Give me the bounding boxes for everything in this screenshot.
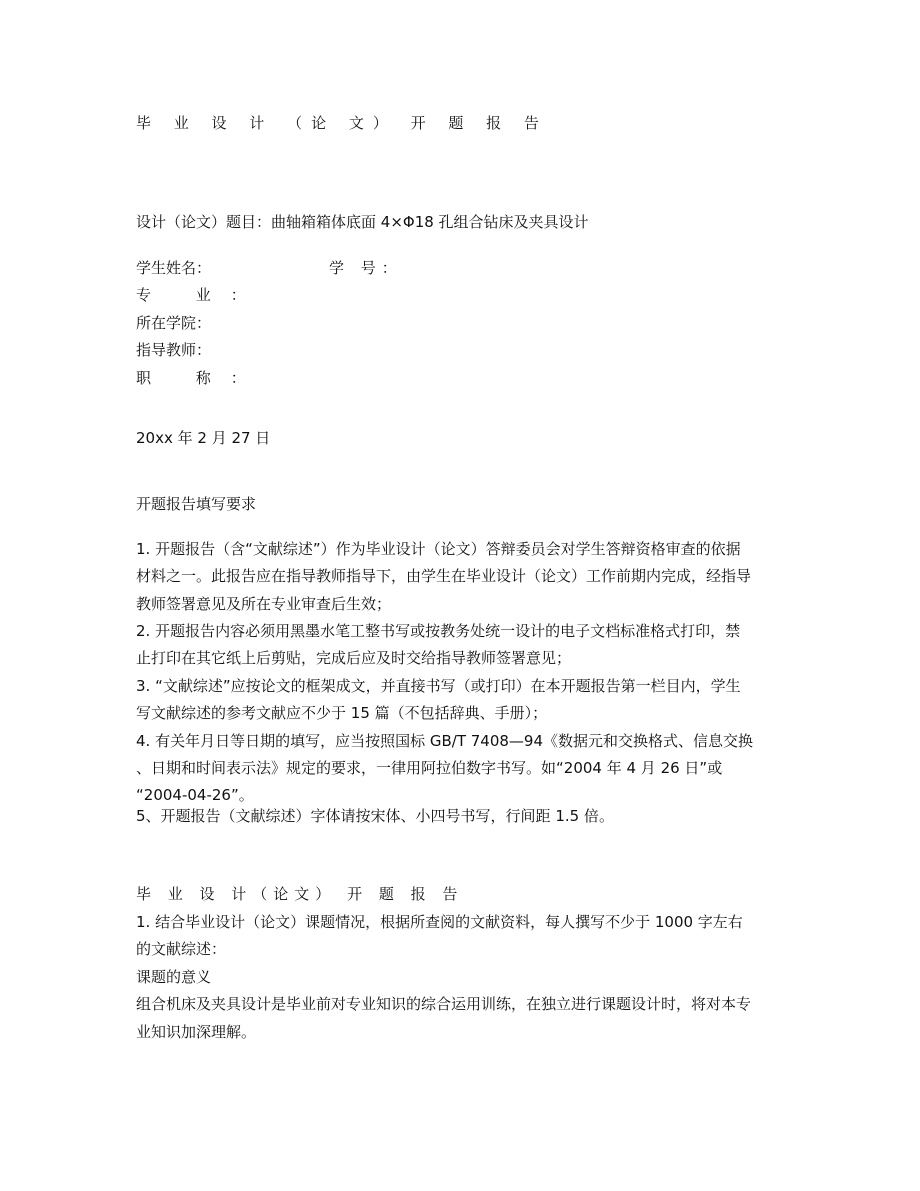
major-label: 专 业： — [136, 286, 266, 304]
requirement-line: 止打印在其它纸上后剪贴，完成后应及时交给指导教师签署意见； — [136, 649, 572, 667]
college-label: 所在学院： — [136, 314, 212, 332]
student-name-label: 学生姓名： — [136, 259, 212, 277]
student-id-label: 学 号： — [329, 259, 403, 277]
cover-heading: 毕 业 设 计 （论 文） 开 题 报 告 — [136, 114, 548, 132]
report-line: 业知识加深理解。 — [136, 1023, 257, 1041]
requirement-line: 1. 开题报告（含“文献综述”）作为毕业设计（论文）答辩委员会对学生答辩资格审查的依据 — [136, 540, 741, 558]
requirements-title: 开题报告填写要求 — [136, 495, 257, 513]
requirement-line: 写文献综述的参考文献应不少于 15 篇（不包括辞典、手册）； — [136, 704, 548, 722]
requirement-line: 材料之一。此报告应在指导教师指导下，由学生在毕业设计（论文）工作前期内完成，经指导 — [136, 567, 752, 585]
requirement-line: 4. 有关年月日等日期的填写，应当按照国标 GB/T 7408—94《数据元和交换格式、信息交换 — [136, 732, 754, 750]
requirement-line: 5、开题报告（文献综述）字体请按宋体、小四号书写，行间距 1.5 倍。 — [136, 807, 614, 825]
requirement-line: 教师签署意见及所在专业审查后生效； — [136, 595, 392, 613]
report-line: 组合机床及夹具设计是毕业前对专业知识的综合运用训练，在独立进行课题设计时，将对本专 — [136, 995, 752, 1013]
report-line: 的文献综述： — [136, 940, 227, 958]
title-rank-label: 职 称： — [136, 369, 266, 387]
requirement-line: 3. “文献综述”应按论文的框架成文，并直接书写（或打印）在本开题报告第一栏目内，学生 — [136, 677, 741, 695]
report-heading: 毕 业 设 计（论文） 开 题 报 告 — [136, 885, 464, 903]
requirement-line: “2004-04-26”。 — [136, 786, 254, 804]
requirement-line: 、日期和时间表示法》规定的要求，一律用阿拉伯数字书写。如“2004 年 4 月 26 日”或 — [136, 759, 723, 777]
report-line: 课题的意义 — [136, 968, 212, 986]
advisor-label: 指导教师： — [136, 341, 212, 359]
topic-line: 设计（论文）题目：曲轴箱箱体底面 4×Φ18 孔组合钻床及夹具设计 — [136, 213, 589, 231]
report-line: 1. 结合毕业设计（论文）课题情况，根据所查阅的文献资料，每人撰写不少于 1000 字左右 — [136, 913, 743, 931]
cover-date: 20xx 年 2 月 27 日 — [136, 429, 271, 447]
requirement-line: 2. 开题报告内容必须用黑墨水笔工整书写或按教务处统一设计的电子文档标准格式打印，禁 — [136, 622, 741, 640]
